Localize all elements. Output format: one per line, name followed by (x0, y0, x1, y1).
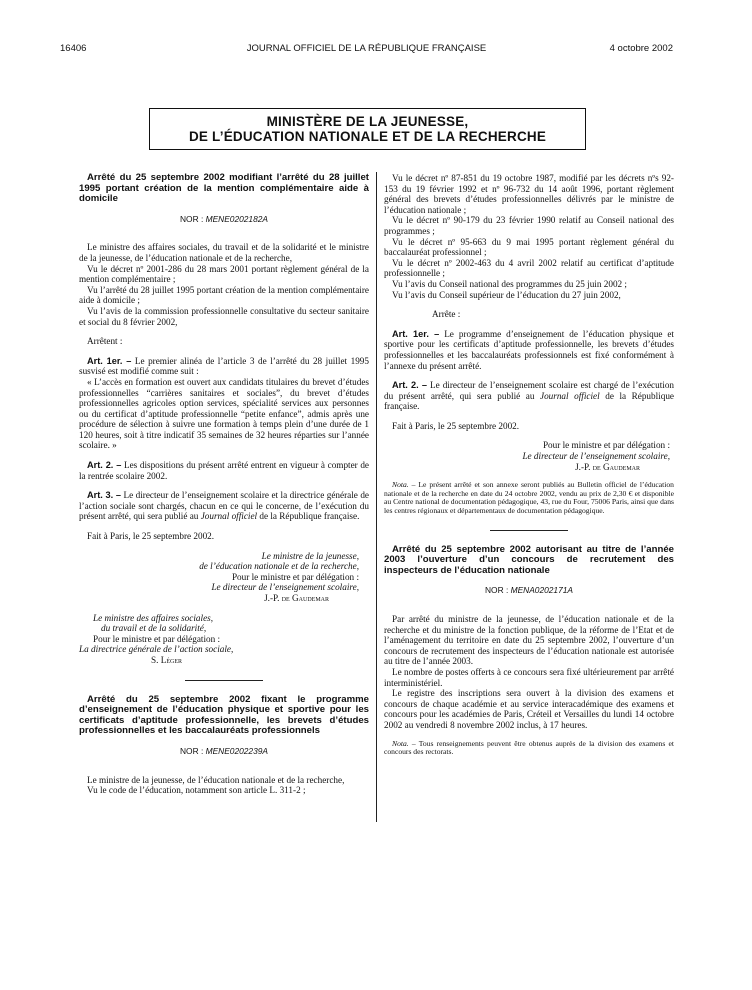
decree-2-continued (384, 173, 674, 516)
decree-2-visa-7: Vu l’avis du Conseil supérieur de l’éducation du 27 juin 2002, (392, 289, 621, 300)
column-divider (376, 172, 377, 822)
decree-2 (79, 695, 369, 796)
ministry-line-2: DE L’ÉDUCATION NATIONALE ET DE LA RECHERCHE (188, 129, 547, 144)
decree-1-visa-2: Vu l’arrêté du 28 juillet 1995 portant création de la mention complémentaire aide à domicile ; (79, 284, 369, 306)
decree-1-article-1: Art. 1er. – Le premier alinéa de l’article 3 de l’arrêté du 28 juillet 1995 susvisé est modifié comme suit : (79, 355, 369, 377)
decree-1-visa-3: Vu l’avis de la commission professionnelle consultative du secteur sanitaire et social du 8 février 2002, (79, 305, 369, 327)
decree-2-article-1: Art. 1er. – Le programme d’enseignement de l’éducation physique et sportive pour les certificats d’aptitude professionnelle, les brevets d’études professionnelles et les baccalauréats professionnels est fixé conformément à l’annexe du présent arrêté. (384, 328, 674, 371)
right-column (384, 173, 674, 757)
issue-date: 4 octobre 2002 (609, 43, 673, 54)
decree-1-signature-2: Le ministre des affaires sociales, du travail et de la solidarité, Pour le ministre et par délégation : La directrice générale de l’action sociale, S. Léger (79, 612, 234, 665)
decree-2-fait: Fait à Paris, le 25 septembre 2002. (392, 420, 520, 431)
decree-3-title: Arrêté du 25 septembre 2002 autorisant au titre de l’année 2003 l’ouverture d’un concours de recrutement des inspecteurs de l’éducation nationale (384, 543, 674, 576)
decree-1-title: Arrêté du 25 septembre 2002 modifiant l’arrêté du 28 juillet 1995 portant création de la mention complémentaire aide à domicile (79, 172, 369, 205)
decree-2-article-2: Art. 2. – Le directeur de l’enseignement scolaire est chargé de l’exécution du présent arrêté, qui sera publié au Journal officiel de la République française. (384, 380, 675, 412)
ministry-line-1: MINISTÈRE DE LA JEUNESSE, (266, 114, 469, 129)
decree-2-nor: NOR : MENE0202239A (180, 745, 268, 756)
decree-1-article-2: Art. 2. – Les dispositions du présent arrêté entrent en vigueur à compter de la rentrée scolaire 2002. (79, 460, 370, 481)
separator (490, 530, 568, 531)
decree-3-paragraph-3: Le registre des inscriptions sera ouvert à la division des examens et concours de chaque académie et au service interacadémique des examens et concours pour les académies de Paris, Créteil et Versailles du lundi 14 octobre 2002 au vendredi 8 novembre 2002 inclus, à 17 heures. (384, 688, 674, 730)
decree-3-nota: Nota. – Tous renseignements peuvent être obtenus auprès de la division des examens et concours des rectorats. (384, 738, 674, 757)
decree-1-preamble: Le ministre des affaires sociales, du travail et de la solidarité et le ministre de la jeunesse, de l’éducation nationale et de la recherche, (79, 242, 369, 263)
decree-3-paragraph-2: Le nombre de postes offerts à ce concours sera fixé ultérieurement par arrêté interministériel. (384, 666, 674, 688)
decree-1-arretent: Arrêtent : (87, 336, 123, 347)
decree-2-title: Arrêté du 25 septembre 2002 fixant le programme d’enseignement de l’éducation physique et sportive pour les certificats d’aptitude professionnelle, les brevets d’études professionnelles et les baccalauréats professionnels (79, 693, 369, 737)
journal-title: JOURNAL OFFICIEL DE LA RÉPUBLIQUE FRANÇAISE (246, 43, 487, 54)
decree-1-fait: Fait à Paris, le 25 septembre 2002. (87, 531, 215, 542)
decree-1-signature-1: Le ministre de la jeunesse, de l’éducation nationale et de la recherche, Pour le ministre et par délégation : Le directeur de l’enseignement scolaire, J.-P. de Gaudemar (199, 550, 359, 603)
decree-1-quote: « L’accès en formation est ouvert aux candidats titulaires du brevet d’études professionnelles “carrières sanitaires et sociales”, du brevet d’études professionnelles agricoles option services, spécialité services aux personnes ou du certificat d’aptitude professionnelle “petite enfance”, admis après une procédure de sélection à suivre une formation à temps plein d’une durée de 1 120 heures, soit à titre indicatif 35 semaines de 32 heures réparties sur l’année scolaire. » (79, 376, 369, 451)
decree-2-visa-1: Vu le code de l’éducation, notamment son article L. 311-2 ; (87, 785, 306, 796)
decree-1-article-3: Art. 3. – Le directeur de l’enseignement scolaire et la directrice générale de l’action sociale sont chargés, chacun en ce qui le concerne, de l’exécution du présent arrêté, qui sera publié au Journal officiel de la République française. (79, 490, 369, 522)
decree-2-visa-6: Vu l’avis du Conseil national des programmes du 25 juin 2002 ; (392, 278, 627, 289)
decree-2-visa-5: Vu le décret nº 2002-463 du 4 avril 2002 relatif au certificat d’aptitude professionnelle ; (384, 257, 674, 279)
decree-2-visa-2: Vu le décret nº 87-851 du 19 octobre 1987, modifié par les décrets nºs 92-153 du 19 février 1992 et nº 96-732 du 14 août 1996, portant règlement général des brevets d’études professionnelles délivrés par le ministre de l’éducation nationale ; (384, 173, 674, 215)
decree-3 (384, 545, 674, 757)
decree-1 (79, 173, 369, 666)
ministry-heading (149, 108, 586, 150)
decree-1-visa-1: Vu le décret nº 2001-286 du 28 mars 2001 portant règlement général de la mention complémentaire ; (79, 263, 369, 285)
decree-2-visa-3: Vu le décret nº 90-179 du 23 février 1990 relatif au Conseil national des programmes ; (384, 215, 674, 236)
decree-2-nota: Nota. – Le présent arrêté et son annexe seront publiés au Bulletin officiel de l’éducation nationale et de la recherche en date du 24 octobre 2002, vendu au prix de 2,30 € et disponible au Centre national de documentation pédagogique, 43, rue du Four, 75006 Paris, ainsi que dans les centres régionaux et départementaux de documentation pédagogique. (384, 480, 674, 516)
decree-2-arrete: Arrête : (432, 309, 461, 320)
separator (185, 680, 263, 681)
decree-2-signature: Pour le ministre et par délégation : Le directeur de l’enseignement scolaire, J.-P. de Gaudemar (522, 440, 670, 472)
left-column (79, 173, 369, 796)
decree-2-preamble: Le ministre de la jeunesse, de l’éducation nationale et de la recherche, (87, 774, 345, 785)
decree-1-nor: NOR : MENE0202182A (180, 213, 268, 224)
decree-3-paragraph-1: Par arrêté du ministre de la jeunesse, de l’éducation nationale et de la recherche et du ministre de la fonction publique, de la réforme de l’Etat et de l’aménagement du territoire en date du 25 septembre 2002, l’ouverture d’un concours de recrutement des inspecteurs de l’éducation nationale est autorisée au titre de l’année 2003. (384, 614, 674, 667)
decree-3-nor: NOR : MENA0202171A (485, 585, 573, 596)
page-number: 16406 (60, 43, 87, 54)
decree-2-visa-4: Vu le décret nº 95-663 du 9 mai 1995 portant règlement général du baccalauréat professionnel ; (384, 236, 674, 258)
